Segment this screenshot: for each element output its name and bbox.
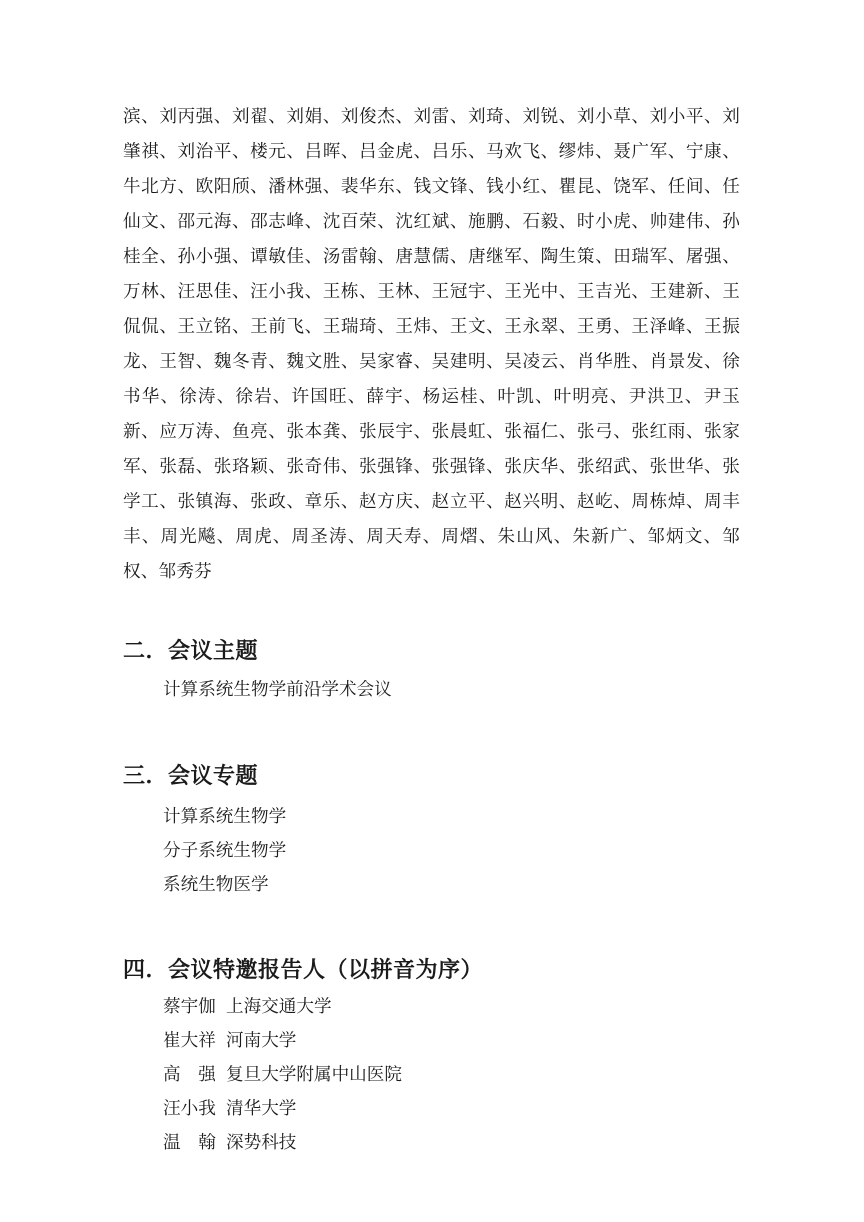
topic-item: 系统生物医学 — [163, 874, 269, 894]
speaker-name: 蔡宇伽 — [163, 996, 216, 1016]
section-conference-theme — [123, 636, 740, 706]
topic-item: 计算系统生物学 — [163, 806, 287, 826]
speaker-row — [163, 1057, 740, 1091]
section-invited-speakers — [123, 955, 740, 1159]
speaker-name: 温 翰 — [163, 1132, 216, 1152]
speaker-affiliation: 深势科技 — [226, 1132, 297, 1152]
attendee-names-paragraph: 滨、刘丙强、刘翟、刘娟、刘俊杰、刘雷、刘琦、刘锐、刘小草、刘小平、刘肇祺、刘治平、楼元、吕晖、吕金虎、吕乐、马欢飞、缪炜、聂广军、宁康、牛北方、欧阳颀、潘林强、裴华东、钱文锋、钱小红、瞿昆、饶军、任间、任仙文、邵元海、邵志峰、沈百荣、沈红斌、施鹏、石毅、时小虎、帅建伟、孙桂全、孙小强、谭敏佳、汤雷翰、唐慧儒、唐继军、陶生策、田瑞军、屠强、万林、汪思佳、汪小我、王栋、王林、王冠宇、王光中、王吉光、王建新、王侃侃、王立铭、王前飞、王瑞琦、王炜、王文、王永翠、王勇、王泽峰、王振龙、王智、魏冬青、魏文胜、吴家睿、吴建明、吴凌云、肖华胜、肖景发、徐书华、徐涛、徐岩、许国旺、薛宇、杨运桂、叶凯、叶明亮、尹洪卫、尹玉新、应万涛、鱼亮、张本龚、张辰宇、张晨虹、张福仁、张弓、张红雨、张家军、张磊、张珞颖、张奇伟、张强锋、张强锋、张庆华、张绍武、张世华、张学工、张镇海、张政、章乐、赵方庆、赵立平、赵兴明、赵屹、周栋焯、周丰丰、周光飚、周虎、周圣涛、周天寿、周熠、朱山风、朱新广、邹炳文、邹权、邹秀芬 — [123, 106, 740, 581]
speaker-affiliation: 河南大学 — [226, 1030, 297, 1050]
invited-speakers-heading: 四．会议特邀报告人（以拼音为序） — [123, 957, 484, 982]
conference-theme-text: 计算系统生物学前沿学术会议 — [163, 679, 392, 699]
speaker-row — [163, 1091, 740, 1125]
topic-item: 分子系统生物学 — [163, 840, 287, 860]
topics-list — [123, 799, 740, 901]
speaker-name: 汪小我 — [163, 1098, 216, 1118]
section-conference-topics — [123, 761, 740, 901]
speaker-name: 高 强 — [163, 1064, 216, 1084]
speakers-list — [123, 989, 740, 1159]
speaker-row — [163, 1023, 740, 1057]
conference-theme-heading: 二．会议主题 — [123, 638, 259, 663]
speaker-affiliation: 清华大学 — [226, 1098, 297, 1118]
conference-topics-heading: 三．会议专题 — [123, 763, 259, 788]
speaker-affiliation: 上海交通大学 — [226, 996, 332, 1016]
speaker-row — [163, 989, 740, 1023]
speaker-affiliation: 复旦大学附属中山医院 — [226, 1064, 402, 1084]
speaker-row — [163, 1125, 740, 1159]
speaker-name: 崔大祥 — [163, 1030, 216, 1050]
